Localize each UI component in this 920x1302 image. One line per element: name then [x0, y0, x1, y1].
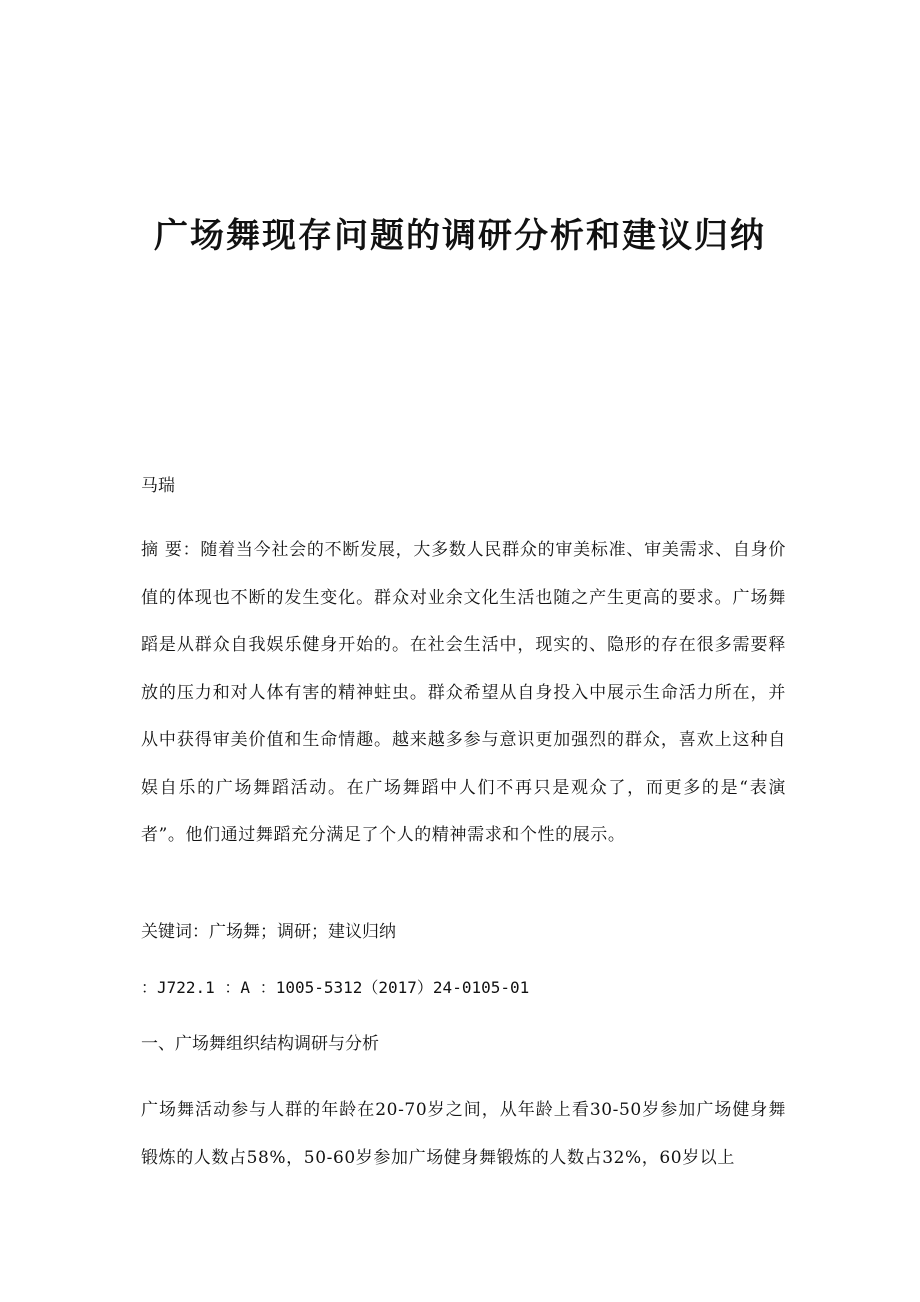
author-name: 马瑞	[141, 476, 175, 496]
abstract-paragraph: 摘 要：随着当今社会的不断发展，大多数人民群众的审美标准、审美需求、自身价值的体现也不断的发生变化。群众对业余文化生活也随之产生更高的要求。广场舞蹈是从群众自我娱乐健身开始的。在社会生活中，现实的、隐形的存在很多需要释放的压力和对人体有害的精神蛀虫。群众希望从自身投入中展示生命活力所在，并从中获得审美价值和生命情趣。越来越多参与意识更加强烈的群众，喜欢上这种自娱自乐的广场舞蹈活动。在广场舞蹈中人们不再只是观众了，而更多的是“表演者”。他们通过舞蹈充分满足了个人的精神需求和个性的展示。	[141, 540, 786, 845]
section-heading: 一、广场舞组织结构调研与分析	[141, 1034, 379, 1054]
body-paragraph: 广场舞活动参与人群的年龄在20-70岁之间，从年龄上看30-50岁参加广场健身舞锻炼的人数占58%，50-60岁参加广场健身舞锻炼的人数占32%，60岁以上	[141, 1100, 786, 1168]
classification-line: ：J722.1 ：A ：1005-5312（2017）24-0105-01	[141, 978, 530, 997]
keywords-line: 关键词：广场舞；调研；建议归纳	[141, 922, 396, 942]
document-title: 广场舞现存问题的调研分析和建议归纳	[154, 216, 766, 256]
